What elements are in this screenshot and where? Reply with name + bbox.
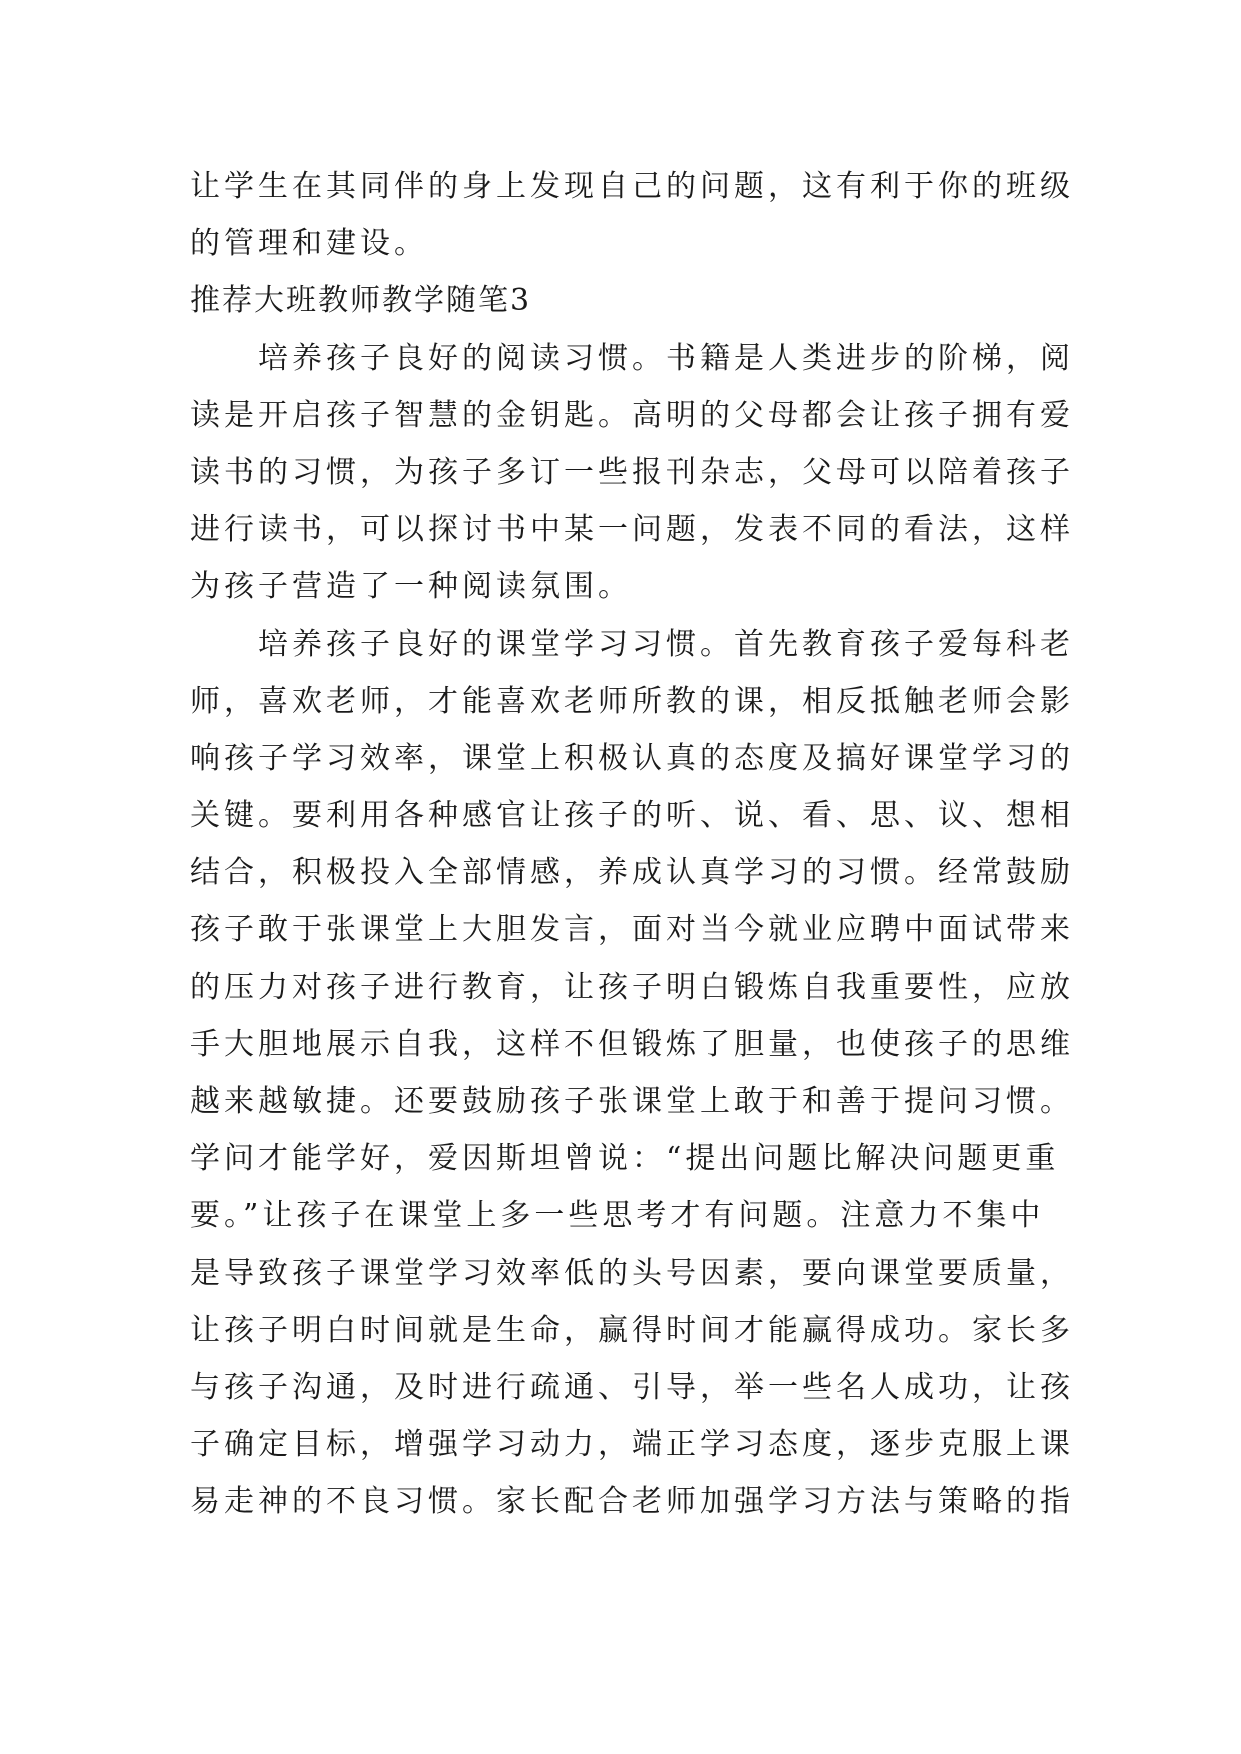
paragraph-line: 进行读书，可以探讨书中某一问题，发表不同的看法，这样	[190, 512, 1074, 548]
paragraph-line: 孩子敢于张课堂上大胆发言，面对当今就业应聘中面试带来	[190, 912, 1074, 948]
paragraph-line: 师，喜欢老师，才能喜欢老师所教的课，相反抵触老师会影	[190, 683, 1074, 719]
paragraph-line: 与孩子沟通，及时进行疏通、引导，举一些名人成功，让孩	[190, 1369, 1074, 1405]
paragraph-line: 是导致孩子课堂学习效率低的头号因素，要向课堂要质量，	[190, 1255, 1074, 1291]
paragraph-line: 响孩子学习效率，课堂上积极认真的态度及搞好课堂学习的	[190, 740, 1074, 776]
paragraph-line: 的压力对孩子进行教育，让孩子明白锻炼自我重要性，应放	[190, 969, 1074, 1005]
section-heading: 推荐大班教师教学随笔3	[190, 283, 532, 319]
paragraph-line: 要。”让孩子在课堂上多一些思考才有问题。注意力不集中	[190, 1198, 1045, 1234]
paragraph-line: 的管理和建设。	[190, 226, 428, 262]
paragraph-line: 让学生在其同伴的身上发现自己的问题，这有利于你的班级	[190, 169, 1074, 204]
paragraph-line: 培养孩子良好的课堂学习习惯。首先教育孩子爱每科老	[190, 626, 1074, 662]
paragraph-line: 读书的习惯，为孩子多订一些报刊杂志，父母可以陪着孩子	[190, 454, 1074, 490]
paragraph-line: 越来越敏捷。还要鼓励孩子张课堂上敢于和善于提问习惯。	[190, 1084, 1074, 1119]
paragraph-line: 让孩子明白时间就是生命，赢得时间才能赢得成功。家长多	[190, 1312, 1074, 1348]
paragraph-line: 读是开启孩子智慧的金钥匙。高明的父母都会让孩子拥有爱	[190, 397, 1074, 433]
paragraph-line: 学问才能学好，爱因斯坦曾说：“提出问题比解决问题更重	[190, 1141, 1060, 1177]
paragraph-line: 关键。要利用各种感官让孩子的听、说、看、思、议、想相	[190, 798, 1074, 834]
paragraph-line: 结合，积极投入全部情感，养成认真学习的习惯。经常鼓励	[190, 855, 1074, 891]
paragraph-line: 子确定目标，增强学习动力，端正学习态度，逐步克服上课	[190, 1427, 1074, 1463]
paragraph-line: 培养孩子良好的阅读习惯。书籍是人类进步的阶梯，阅	[190, 340, 1074, 376]
paragraph-line: 手大胆地展示自我，这样不但锻炼了胆量，也使孩子的思维	[190, 1026, 1074, 1062]
paragraph-line: 易走神的不良习惯。家长配合老师加强学习方法与策略的指	[190, 1484, 1074, 1520]
document-body	[190, 158, 1074, 1531]
paragraph-line: 为孩子营造了一种阅读氛围。	[190, 569, 632, 605]
